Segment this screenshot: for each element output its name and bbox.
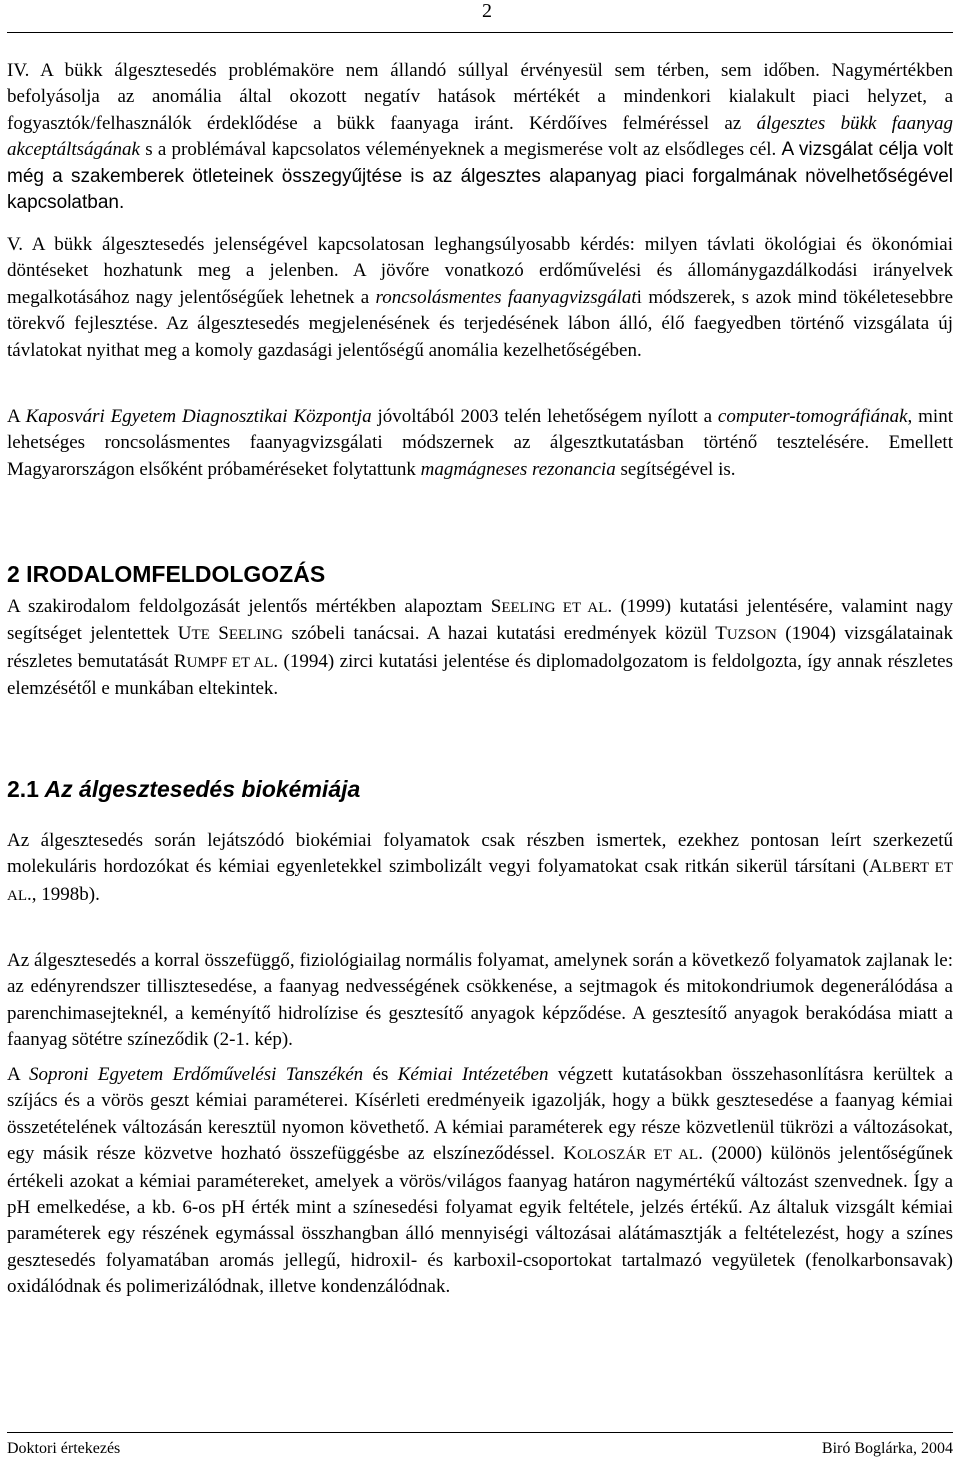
small-caps-text: LBERT ET AL bbox=[7, 860, 953, 904]
paragraph-kaposvar bbox=[7, 404, 953, 483]
header-rule bbox=[7, 32, 953, 33]
text-run: i módszerek, s azok mind tökéletesebbre törekvő fejlesztése. Az álgesztesedés megjelenésének és terjedésének lábon álló, élő faegyedben történő vizsgálata új távlatokat nyithat meg a komoly gazdasági jelentőségű anomália kezelhetőségében. bbox=[7, 286, 954, 361]
emphasis-text: álgesztes bükk faanyag akceptáltságának bbox=[7, 112, 954, 161]
small-caps-text: UZSON bbox=[726, 627, 777, 644]
emphasis-text: computer-tomográfiának bbox=[717, 406, 908, 427]
text-run: Az álgesztesedés a korral összefüggő, fiziológiailag normális folyamat, amelynek során a következő folyamatok zajlanak le: az edényrendszer tillisztesedése, a faanyag nedvességének csökkenése, a sejtmagok és mitokondriumok degenerálódása a parenchimasejteknél, a keményítő hidrolízise és gesztesítő anyagok képződése. A gesztesítő anyagok berakódása miatt a faanyag sötétre színeződik (2-1. kép). bbox=[7, 950, 953, 1051]
text-run: . (1999) kutatási jelentésére, valamint nagy segítséget jelentettek U bbox=[7, 596, 953, 645]
section-heading-2: 2 IRODALOMFELDOLGOZÁS bbox=[7, 561, 326, 587]
footer-document-type: Doktori értekezés bbox=[7, 1440, 121, 1457]
text-run: ., 1998b). bbox=[27, 883, 100, 905]
small-caps-text: OLOSZÁR ET AL bbox=[577, 1147, 699, 1164]
paragraph-iv bbox=[7, 58, 953, 216]
emphasis-text: Kaposvári Egyetem Diagnosztikai Központja bbox=[25, 406, 372, 427]
emphasis-text: Kémiai Intézetében bbox=[397, 1064, 549, 1085]
text-run: és bbox=[363, 1064, 398, 1085]
text-run: . (1994) zirci kutatási jelentése és diplomadolgozatom is feldolgozta, így annak részletes elemzésétől e munkában eltekintek. bbox=[7, 650, 954, 700]
paragraph-literature bbox=[7, 594, 953, 703]
small-caps-text: UMPF ET AL bbox=[186, 654, 274, 671]
small-caps-text: EELING bbox=[228, 627, 283, 644]
text-run: IV. A bükk álgesztesedés problémaköre nem állandó súllyal érvényesül sem térben, sem időben. Nagymértékben befolyásolja az anomália által okozott negatív hatások mértékét a mindenkori kialakult piaci helyzet, a fogyasztók/felhasználók érdeklődése a bükk faanyaga iránt. Kérdőíves felméréssel az bbox=[7, 60, 953, 134]
text-run: jóvoltából 2003 telén lehetőségem nyílott a bbox=[371, 406, 718, 427]
text-run: . (2000) különös jelentőségűnek értékeli azokat a kémiai paramétereket, amelyek a vörös/világos faanyag határon nagymértékű változást szenvednek. Így a pH emelkedése, a kb. 6-os pH érték mint a színesedési folyamat egyik feltétele, jelzés értékű. Az általuk vizsgált kémiai paraméterek egy részének egymással összhangban álló mennyiségi változásai alátámasztják a feltételezést, hogy a színes gesztesedés folyamatában aromás jellegű, hidroxil- és karboxil-csoportokat tartalmazó vegyületek (fenolkarbonsavak) oxidálódnak és polimerizálódnak, illetve kondenzálódnak. bbox=[7, 1143, 953, 1298]
footer-rule bbox=[7, 1432, 953, 1433]
text-run: , mint lehetséges roncsolásmentes faanyagvizsgálati módszernek az álgesztkutatásban történő tesztelésére. Emellett Magyarországon elsőként próbaméréseket folytattunk bbox=[7, 406, 953, 480]
text-run: szóbeli tanácsai. A hazai kutatási eredmények közül T bbox=[282, 623, 727, 645]
small-caps-text: EELING ET AL bbox=[501, 600, 608, 616]
text-run: V. A bükk álgesztesedés jelenségével kapcsolatosan leghangsúlyosabb kérdés: milyen távlati ökológiai és ökonómiai döntéseket hozhatunk meg a jelenben. A jövőre vonatkozó erdőművelési és állománygazdálkodási irányelvek megalkotásához nagy jelentőségűek lehetnek a bbox=[7, 234, 953, 308]
text-run: végzett kutatásokban összehasonlításra kerültek a szíjács és a vörös geszt kémiai paraméterei. Kísérleti eredményeik igazolják, hogy a bükk gesztesedése a faanyag kémiai összetételének változásán keresztül nyomon követhető. A kémiai paraméterek egy része közvetlenül tükrözi a változásokat, egy másik része közvetve hozható összefüggésbe az elszíneződéssel. K bbox=[7, 1064, 953, 1165]
text-run: (1904) vizsgálatainak részletes bemutatását R bbox=[7, 623, 953, 672]
paragraph-biochem-1 bbox=[7, 828, 953, 909]
text-run: segítségével is. bbox=[615, 458, 736, 480]
text-run: S bbox=[209, 623, 229, 645]
page-number: 2 bbox=[482, 0, 492, 22]
emphasis-text: Soproni Egyetem Erdőművelési Tanszékén bbox=[29, 1064, 364, 1085]
text-run: A szakirodalom feldolgozását jelentős mértékben alapoztam S bbox=[7, 596, 502, 617]
section-title: Az álgesztesedés biokémiája bbox=[44, 776, 361, 802]
text-run: A vizsgálat célja volt még a szakemberek ötleteinek összegyűjtése is az álgesztes alapanyag piaci forgalmának növelhetőségével kapcsolatban. bbox=[7, 139, 953, 214]
small-caps-text: TE bbox=[191, 627, 210, 644]
emphasis-text: roncsolásmentes faanyagvizsgálat bbox=[375, 286, 637, 308]
text-run: s a problémával kapcsolatos véleményeknek a megismerése volt az elsődleges cél. bbox=[139, 139, 782, 161]
footer-author-year: Biró Boglárka, 2004 bbox=[821, 1440, 953, 1457]
text-run: A bbox=[7, 1064, 30, 1085]
paragraph-biochem-2 bbox=[7, 948, 953, 1054]
paragraph-biochem-3 bbox=[7, 1062, 953, 1301]
text-run: A bbox=[7, 406, 26, 427]
section-heading-2-1 bbox=[7, 774, 360, 804]
text-run: Az álgesztesedés során lejátszódó biokémiai folyamatok csak részben ismertek, ezekhez pontosan leírt szerkezetű molekuláris hordozókat és kémiai egyenletekkel szimbolizált vegyi folyamatokat csak ritkán sikerül társítani (A bbox=[7, 830, 953, 878]
emphasis-text: magmágneses rezonancia bbox=[420, 458, 616, 480]
paragraph-v bbox=[7, 232, 953, 364]
section-number: 2.1 bbox=[7, 776, 39, 802]
